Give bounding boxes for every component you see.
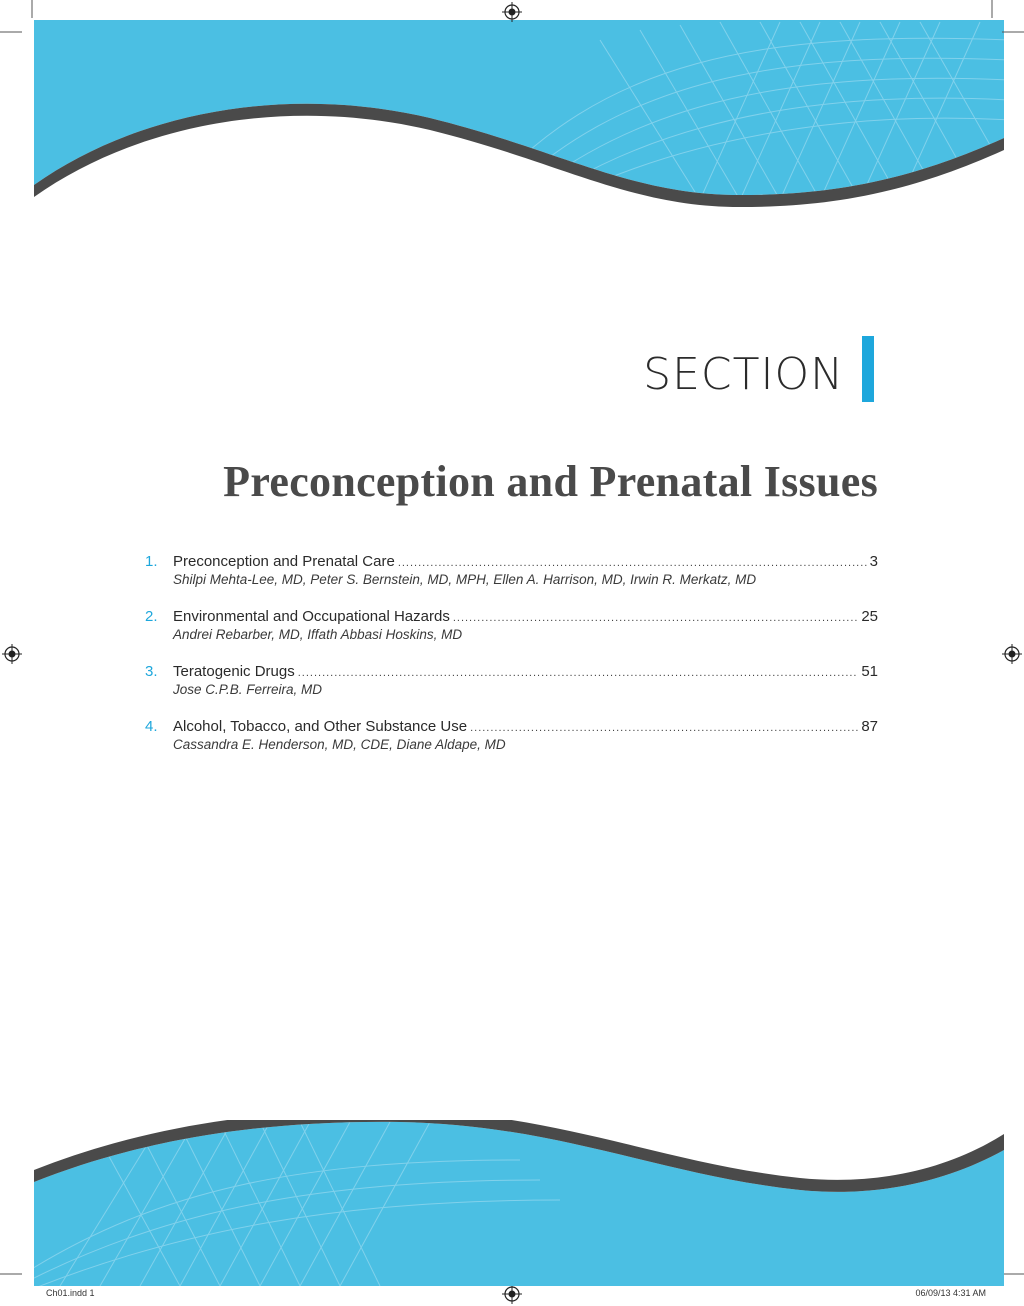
toc-leader <box>398 557 867 569</box>
table-of-contents <box>145 553 878 773</box>
slug-file: Ch01.indd 1 <box>46 1288 95 1298</box>
registration-mark-icon <box>502 2 522 22</box>
toc-line <box>173 553 878 570</box>
section-heading <box>643 322 874 402</box>
toc-leader <box>470 722 858 734</box>
toc-page: 25 <box>861 608 878 625</box>
toc-entry[interactable] <box>145 718 878 773</box>
toc-page: 87 <box>861 718 878 735</box>
toc-number: 3. <box>145 663 158 680</box>
toc-line <box>173 718 878 735</box>
registration-mark-icon <box>2 644 22 664</box>
section-numeral <box>862 336 874 402</box>
page-title: Preconception and Prenatal Issues <box>223 457 878 506</box>
toc-page: 51 <box>861 663 878 680</box>
toc-authors: Jose C.P.B. Ferreira, MD <box>173 682 323 697</box>
toc-entry[interactable] <box>145 553 878 608</box>
toc-entry[interactable] <box>145 608 878 663</box>
toc-entry[interactable] <box>145 663 878 718</box>
toc-leader <box>298 667 859 679</box>
toc-number: 2. <box>145 608 158 625</box>
registration-mark-icon <box>1002 644 1022 664</box>
toc-page: 3 <box>869 553 878 570</box>
toc-leader <box>453 612 858 624</box>
toc-line <box>173 663 878 680</box>
section-label: SECTION <box>643 349 844 400</box>
toc-number: 1. <box>145 553 158 570</box>
toc-title: Alcohol, Tobacco, and Other Substance Use <box>173 718 468 735</box>
toc-authors: Cassandra E. Henderson, MD, CDE, Diane Aldape, MD <box>173 737 506 752</box>
toc-line <box>173 608 878 625</box>
toc-title: Teratogenic Drugs <box>173 663 295 680</box>
bottom-banner <box>0 1120 1024 1306</box>
slug-timestamp: 06/09/13 4:31 AM <box>915 1288 986 1298</box>
toc-number: 4. <box>145 718 158 735</box>
toc-title: Environmental and Occupational Hazards <box>173 608 450 625</box>
toc-authors: Shilpi Mehta-Lee, MD, Peter S. Bernstein, MD, MPH, Ellen A. Harrison, MD, Irwin R. Merkatz, MD <box>173 572 757 587</box>
toc-authors: Andrei Rebarber, MD, Iffath Abbasi Hoskins, MD <box>173 627 463 642</box>
toc-title: Preconception and Prenatal Care <box>173 553 395 570</box>
top-banner <box>0 0 1024 210</box>
